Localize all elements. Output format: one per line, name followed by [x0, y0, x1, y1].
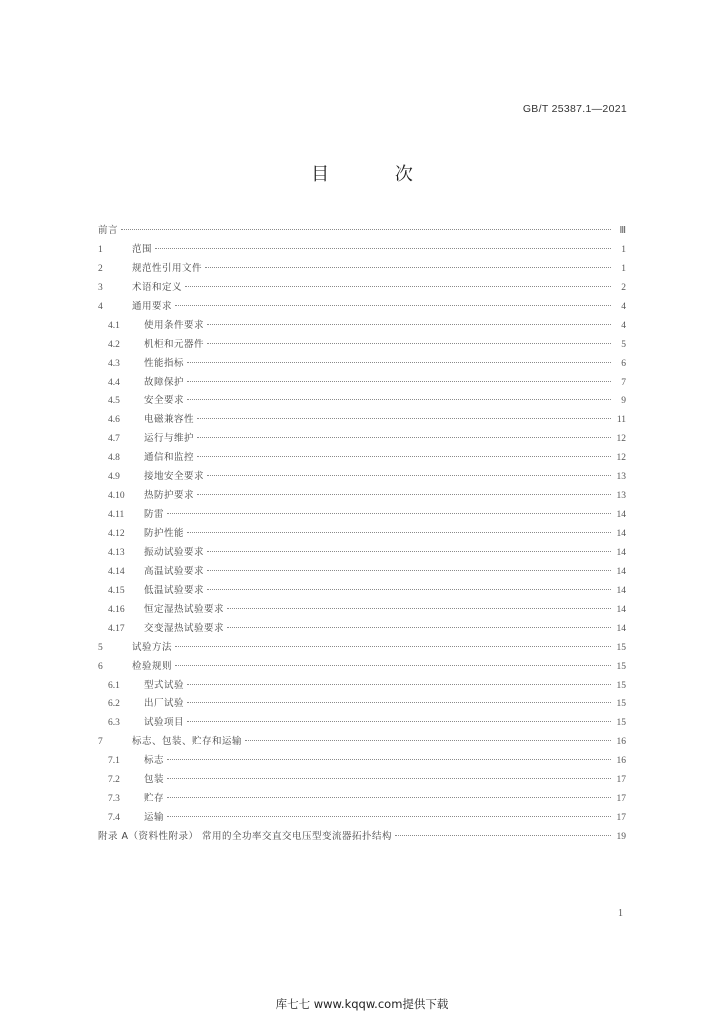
toc-entry-page: 14: [616, 566, 626, 577]
table-of-contents: [98, 222, 626, 847]
toc-entry-page: Ⅲ: [619, 226, 626, 236]
toc-entry-page: 17: [616, 813, 626, 824]
toc-entry[interactable]: [98, 355, 626, 374]
toc-entry-page: 7: [621, 377, 626, 388]
toc-dot-leader: [207, 323, 611, 325]
toc-entry-label: 通用要求: [132, 300, 173, 312]
toc-dot-leader: [207, 588, 611, 590]
toc-dot-leader: [167, 512, 611, 514]
toc-entry[interactable]: [98, 241, 626, 260]
toc-entry[interactable]: [98, 468, 626, 487]
toc-entry-page: 15: [616, 642, 626, 653]
toc-entry[interactable]: [98, 411, 626, 430]
toc-entry-number: 7.2: [108, 775, 120, 786]
toc-entry[interactable]: [98, 582, 626, 601]
toc-entry[interactable]: [98, 260, 626, 279]
toc-dot-leader: [207, 342, 611, 344]
toc-entry-page: 2: [621, 282, 626, 293]
toc-dot-leader: [167, 758, 611, 760]
toc-entry-label: 贮存: [144, 793, 165, 805]
page-number: 1: [618, 908, 623, 919]
toc-entry-label: 出厂试验: [144, 698, 185, 710]
toc-entry-page: 1: [621, 263, 626, 274]
toc-dot-leader: [175, 664, 611, 666]
toc-entry-label: 性能指标: [144, 357, 185, 369]
toc-entry-number: 4.12: [108, 529, 125, 539]
toc-entry-page: 6: [621, 358, 626, 369]
toc-entry-label: 术语和定义: [132, 281, 183, 293]
toc-entry-page: 13: [616, 491, 626, 502]
toc-entry[interactable]: [98, 506, 626, 525]
toc-entry[interactable]: [98, 222, 626, 241]
toc-entry-page: 14: [616, 547, 626, 558]
toc-entry[interactable]: [98, 279, 626, 298]
toc-entry-number: 1: [98, 244, 103, 255]
toc-entry-label: 电磁兼容性: [144, 414, 195, 426]
toc-entry-page: 15: [616, 680, 626, 691]
toc-entry[interactable]: [98, 752, 626, 771]
toc-dot-leader: [187, 683, 611, 685]
toc-entry-page: 17: [616, 775, 626, 786]
toc-entry[interactable]: [98, 374, 626, 393]
toc-entry-label: 包装: [144, 774, 165, 786]
toc-dot-leader: [185, 285, 611, 287]
toc-entry-number: 4.7: [108, 434, 120, 445]
toc-entry-page: 9: [621, 396, 626, 407]
toc-entry-label: 试验方法: [132, 641, 173, 653]
toc-entry[interactable]: [98, 639, 626, 658]
toc-entry-number: 7.3: [108, 794, 120, 805]
toc-entry-number: 2: [98, 263, 103, 274]
toc-entry[interactable]: [98, 601, 626, 620]
toc-dot-leader: [207, 569, 611, 571]
toc-entry-page: 16: [616, 737, 626, 748]
toc-entry-number: 3: [98, 282, 103, 293]
toc-entry[interactable]: [98, 449, 626, 468]
toc-entry-label: 安全要求: [144, 395, 185, 407]
toc-entry-number: 4.11: [108, 510, 125, 521]
toc-dot-leader: [167, 777, 611, 779]
toc-entry[interactable]: [98, 677, 626, 696]
toc-entry-label: 低温试验要求: [144, 584, 205, 596]
toc-entry[interactable]: [98, 620, 626, 639]
toc-entry-page: 15: [616, 661, 626, 672]
toc-entry-number: 7.4: [108, 813, 120, 824]
standard-code: GB/T 25387.1—2021: [522, 103, 627, 115]
toc-entry[interactable]: [98, 544, 626, 563]
toc-entry-label: 运行与维护: [144, 433, 195, 445]
toc-dot-leader: [167, 796, 611, 798]
toc-entry-page: 12: [616, 434, 626, 445]
toc-entry-page: 5: [621, 339, 626, 350]
toc-entry-number: 4.10: [108, 491, 125, 502]
toc-entry[interactable]: [98, 298, 626, 317]
toc-entry-page: 14: [616, 585, 626, 596]
toc-entry-page: 4: [621, 320, 626, 331]
toc-entry-page: 14: [616, 604, 626, 615]
toc-entry-label: 振动试验要求: [144, 546, 205, 558]
toc-entry-number: 6.3: [108, 718, 120, 729]
toc-entry[interactable]: [98, 525, 626, 544]
toc-entry-label: 标志、包装、贮存和运输: [132, 736, 243, 748]
toc-entry-number: 7.1: [108, 756, 120, 767]
toc-entry-number: 4.13: [108, 547, 125, 558]
toc-entry-page: 1: [621, 244, 626, 255]
toc-dot-leader: [245, 739, 611, 741]
toc-entry-number: 4.5: [108, 396, 120, 407]
toc-entry-label: 规范性引用文件: [132, 262, 203, 274]
toc-entry-label: 通信和监控: [144, 452, 195, 464]
toc-entry-number: 7: [98, 737, 103, 748]
toc-entry-label: 附录 A（资料性附录） 常用的全功率交直交电压型变流器拓扑结构: [98, 831, 393, 842]
toc-entry-page: 17: [616, 794, 626, 805]
toc-entry-number: 6.1: [108, 680, 120, 691]
toc-entry-label: 检验规则: [132, 660, 173, 672]
toc-entry-page: 13: [616, 472, 626, 483]
toc-entry-label: 使用条件要求: [144, 319, 205, 331]
toc-dot-leader: [175, 304, 611, 306]
toc-dot-leader: [227, 607, 611, 609]
toc-dot-leader: [187, 380, 611, 382]
toc-entry[interactable]: [98, 809, 626, 828]
toc-entry-number: 6: [98, 661, 103, 672]
toc-entry[interactable]: [98, 714, 626, 733]
toc-entry-page: 19: [616, 832, 626, 842]
toc-entry-number: 4.17: [108, 623, 125, 634]
toc-entry-number: 4.16: [108, 604, 125, 615]
toc-entry-page: 12: [616, 453, 626, 464]
toc-entry-number: 4.8: [108, 453, 120, 464]
toc-entry[interactable]: [98, 392, 626, 411]
toc-entry-number: 4.14: [108, 566, 125, 577]
download-watermark: 库七七 www.kqqw.com提供下载: [275, 997, 449, 1011]
toc-entry-label: 型式试验: [144, 679, 185, 691]
toc-entry-label: 标志: [144, 755, 165, 767]
toc-entry[interactable]: [98, 563, 626, 582]
toc-entry-number: 4.2: [108, 339, 120, 350]
toc-entry-page: 14: [616, 529, 626, 539]
toc-entry-label: 故障保护: [144, 376, 185, 388]
toc-entry-number: 4.1: [108, 320, 120, 331]
toc-entry-label: 恒定湿热试验要求: [144, 603, 225, 615]
toc-dot-leader: [187, 720, 611, 722]
toc-entry[interactable]: [98, 695, 626, 714]
toc-dot-leader: [207, 474, 611, 476]
toc-dot-leader: [197, 493, 611, 495]
toc-dot-leader: [395, 834, 611, 836]
toc-dot-leader: [207, 550, 611, 552]
toc-dot-leader: [197, 417, 611, 419]
toc-entry-page: 11: [616, 415, 626, 426]
toc-entry[interactable]: [98, 336, 626, 355]
toc-entry-page: 4: [621, 301, 626, 312]
toc-entry-label: 接地安全要求: [144, 471, 205, 483]
toc-entry-label: 机柜和元器件: [144, 338, 205, 350]
toc-dot-leader: [155, 247, 611, 249]
toc-dot-leader: [121, 228, 611, 230]
toc-entry[interactable]: [98, 771, 626, 790]
toc-entry-label: 热防护要求: [144, 490, 195, 502]
toc-entry-label: 运输: [144, 812, 165, 824]
toc-entry-number: 6.2: [108, 699, 120, 710]
toc-entry-page: 15: [616, 699, 626, 710]
toc-entry-number: 4: [98, 301, 103, 312]
toc-entry-label: 范围: [132, 243, 153, 255]
toc-entry[interactable]: [98, 317, 626, 336]
toc-dot-leader: [187, 361, 611, 363]
toc-entry-number: 4.15: [108, 585, 125, 596]
toc-entry[interactable]: [98, 658, 626, 677]
page-title: 目 次: [311, 164, 443, 185]
toc-entry-page: 15: [616, 718, 626, 729]
toc-dot-leader: [187, 398, 611, 400]
toc-dot-leader: [167, 815, 611, 817]
toc-dot-leader: [187, 701, 611, 703]
toc-dot-leader: [197, 455, 611, 457]
toc-entry[interactable]: [98, 790, 626, 809]
toc-entry-page: 16: [616, 756, 626, 767]
toc-entry-number: 5: [98, 642, 103, 653]
toc-entry-label: 交变湿热试验要求: [144, 622, 225, 634]
toc-entry-page: 14: [616, 510, 626, 521]
toc-entry-label: 试验项目: [144, 717, 185, 729]
toc-entry-label: 高温试验要求: [144, 565, 205, 577]
toc-dot-leader: [227, 626, 611, 628]
toc-entry[interactable]: [98, 733, 626, 752]
toc-entry-label: 防雷: [144, 509, 165, 521]
toc-entry-number: 4.6: [108, 415, 120, 426]
toc-entry[interactable]: [98, 487, 626, 506]
toc-entry-label: 前言: [98, 225, 119, 236]
toc-entry-label: 防护性能: [144, 528, 185, 539]
toc-entry-number: 4.3: [108, 358, 120, 369]
toc-dot-leader: [187, 531, 611, 533]
toc-dot-leader: [205, 266, 611, 268]
toc-entry-page: 14: [616, 623, 626, 634]
toc-dot-leader: [175, 645, 611, 647]
toc-entry-number: 4.4: [108, 377, 120, 388]
toc-entry[interactable]: [98, 430, 626, 449]
toc-entry-number: 4.9: [108, 472, 120, 483]
toc-dot-leader: [197, 436, 611, 438]
toc-entry[interactable]: [98, 828, 626, 847]
